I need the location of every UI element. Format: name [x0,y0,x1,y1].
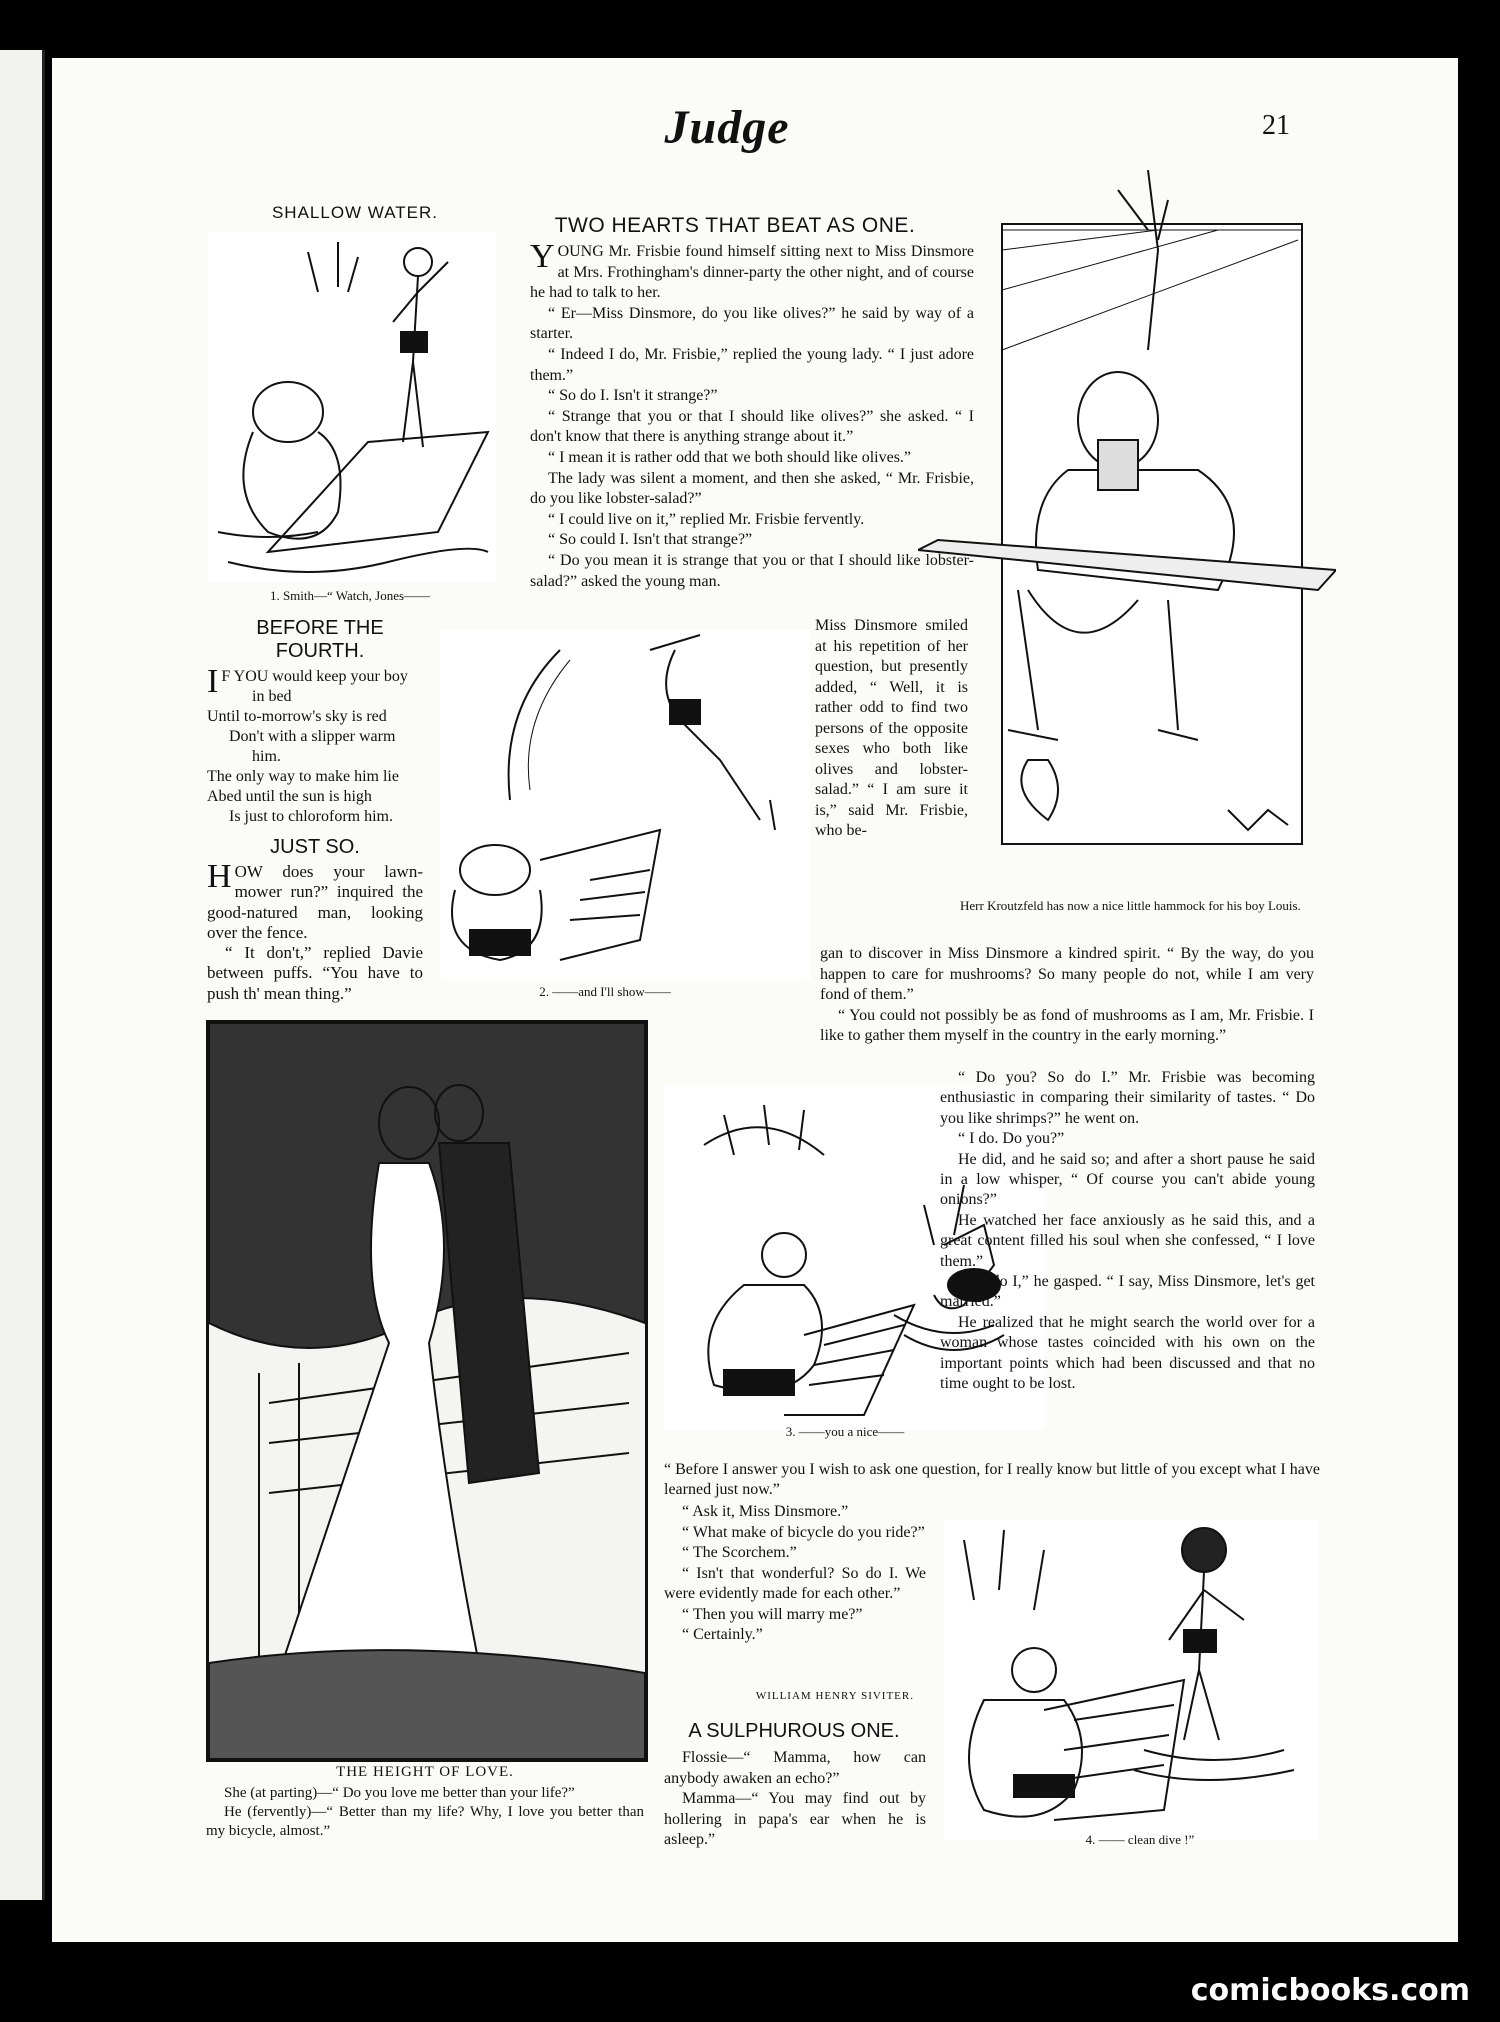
previous-page-edge [0,50,45,1900]
story-right-paragraph-3: He did, and he said so; and after a short pause he said in a low whisper, “ Of course you can't abide young onions?” [940,1150,1315,1209]
poem-dropcap: I [207,663,219,700]
shallow-water-title: SHALLOW WATER. [271,203,439,222]
height-of-love-illustration [206,1020,648,1762]
story-paragraph-7: The lady was silent a moment, and then she asked, “ Mr. Frisbie, do you like lobster-salad?” [530,469,974,508]
diver-illustration-2 [440,630,810,980]
story-right-paragraph-6: He realized that he might search the world over for a woman whose tastes coincided with his own on the important points which had been discussed and that no time ought to be lost. [940,1313,1315,1393]
poem-line-6: The only way to make him lie [207,768,399,785]
story-right-paragraph-1: “ Do you? So do I.” Mr. Frisbie was becoming enthusiastic in comparing their similarity of tastes. “ Do you like shrimps?” he went on. [940,1069,1315,1127]
poem-line-7: Abed until the sun is high [207,788,372,805]
before-fourth-poem [207,663,437,827]
story-right-column [940,1068,1315,1395]
just-so-paragraph-1: OW does your lawn-mower run?” inquired the good-natured man, looking over the fence. [207,862,423,942]
poem-line-2: in bed [252,688,292,705]
sulphurous-line-2: Mamma—“ You may find out by hollering in papa's ear when he is asleep.” [664,1790,926,1848]
just-so-text [207,858,423,1004]
before-fourth-title: BEFORE THE FOURTH. [256,617,384,662]
poem-line-8: Is just to chloroform him. [229,808,393,825]
height-of-love-line-1: She (at parting)—“ Do you love me better than your life?” [224,1785,575,1801]
shallow-water-caption-2: 2. ——and I'll show—— [539,984,671,999]
page-number: 21 [1262,110,1290,141]
poem-line-5: him. [252,748,281,765]
story-end-paragraph-3: “ The Scorchem.” [682,1544,797,1561]
diver-illustration-4 [944,1520,1319,1840]
story-paragraph-10: “ Do you mean it is strange that you or that I should like lobster-salad?” asked the young man. [530,551,974,590]
story-paragraph-8: “ I could live on it,” replied Mr. Frisbie fervently. [548,510,865,528]
story-paragraph-3: “ Indeed I do, Mr. Frisbie,” replied the young lady. “ I just adore them.” [530,345,974,384]
story-right-paragraph-4: He watched her face anxiously as he said this, and a great content filled his soul when she confessed, “ I love them.” [940,1211,1315,1270]
poem-line-1: F YOU would keep your boy [221,668,408,685]
story-right-paragraph-2: “ I do. Do you?” [958,1130,1065,1148]
sulphurous-text [664,1748,926,1851]
sulphurous-line-1: Flossie—“ Mamma, how can anybody awaken an echo?” [664,1749,926,1787]
story-narrow-column: Miss Dinsmore smiled at his repetition of her question, but presently added, “ Well, it is rather odd to find two persons of the opposite sexes who both like olives and lobster-salad.” “ I am sure it is,” said Mr. Frisbie, who be- [815,617,968,839]
two-hearts-top-text [530,238,974,592]
two-hearts-dropcap: Y [530,238,555,275]
height-of-love-line-2: He (fervently)—“ Better than my life? Why, I love you better than my bicycle, almost.” [206,1804,644,1839]
story-byline: WILLIAM HENRY SIVITER. [755,1690,914,1702]
just-so-dropcap: H [207,858,232,895]
story-end-paragraph-2: “ What make of bicycle do you ride?” [682,1523,925,1541]
hammock-illustration [918,170,1336,890]
sulphurous-title: A SULPHUROUS ONE. [688,1720,900,1742]
story-end-paragraph-1: “ Ask it, Miss Dinsmore.” [682,1503,849,1520]
diver-illustration-1 [208,232,496,582]
story-mid-paragraph-1: gan to discover in Miss Dinsmore a kindred spirit. “ By the way, do you happen to care for mushrooms? So many people do not, while I am very fond of them.” [820,945,1314,1003]
story-end-paragraph-6: “ Certainly.” [682,1626,763,1643]
story-mid-text [820,944,1314,1047]
story-end-paragraph-4: “ Isn't that wonderful? So do I. We were evidently made for each other.” [664,1564,926,1602]
story-paragraph-6: “ I mean it is rather odd that we both should like olives.” [548,448,912,466]
shallow-water-caption-1: 1. Smith—“ Watch, Jones—— [269,588,431,603]
poem-line-4: Don't with a slipper warm [229,728,396,745]
two-hearts-title: TWO HEARTS THAT BEAT AS ONE. [554,214,916,237]
story-right-paragraph-5: “ So do I,” he gasped. “ I say, Miss Dinsmore, let's get married.” [940,1273,1315,1311]
hammock-caption: Herr Kroutzfeld has now a nice little hammock for his boy Louis. [960,898,1301,913]
poem-line-3: Until to-morrow's sky is red [207,708,387,725]
story-paragraph-2: “ Er—Miss Dinsmore, do you like olives?” he said by way of a starter. [530,304,974,343]
height-of-love-title: THE HEIGHT OF LOVE. [336,1764,514,1780]
site-watermark: comicbooks.com [1190,1973,1470,2008]
shallow-water-caption-3: 3. ——you a nice—— [785,1424,905,1439]
story-paragraph-1: OUNG Mr. Frisbie found himself sitting next to Miss Dinsmore at Mrs. Frothingham's dinner-party the other night, and of course he had to talk to her. [530,243,974,302]
story-paragraph-5: “ Strange that you or that I should like olives?” she asked. “ I don't know that there is anything strange about it.” [530,407,974,446]
just-so-title: JUST SO. [270,836,360,858]
story-paragraph-9: “ So could I. Isn't that strange?” [548,531,753,549]
story-wide-paragraph: “ Before I answer you I wish to ask one question, for I really know but little of you except what I have learned just now.” [664,1461,1320,1499]
story-paragraph-4: “ So do I. Isn't it strange?” [548,387,718,405]
shallow-water-caption-4: 4. —— clean dive !” [1085,1832,1195,1847]
story-end-column [664,1502,926,1646]
masthead: Judge [664,101,790,154]
height-of-love-text [206,1784,644,1841]
story-end-paragraph-5: “ Then you will marry me?” [682,1605,863,1623]
story-mid-paragraph-2: “ You could not possibly be as fond of mushrooms as I am, Mr. Frisbie. I like to gather them myself in the country in the early morning.” [820,1006,1314,1044]
just-so-paragraph-2: “ It don't,” replied Davie between puffs. “You have to push th' mean thing.” [207,943,423,1003]
